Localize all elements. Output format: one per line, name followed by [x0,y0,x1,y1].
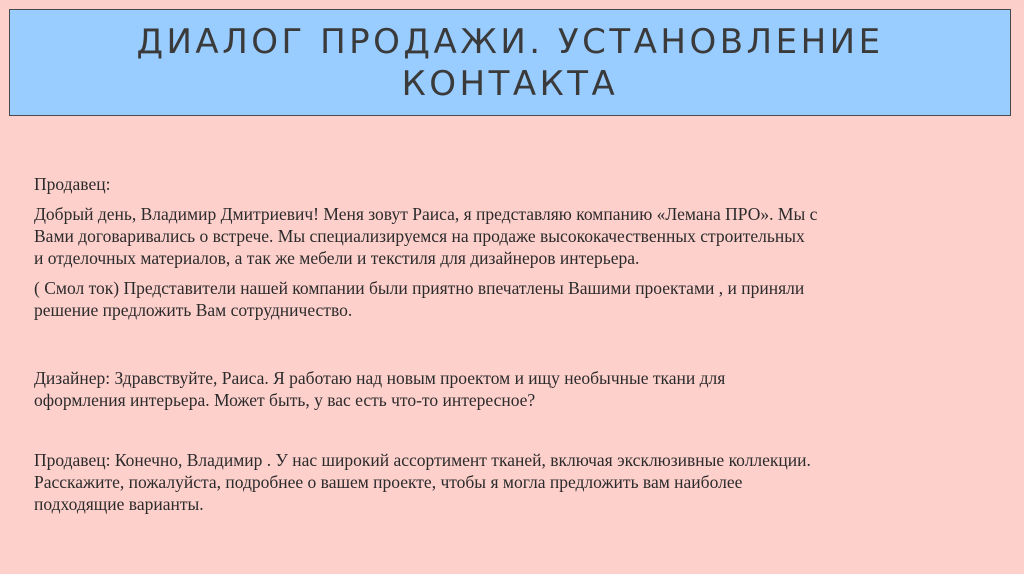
title-bar [9,9,1011,116]
text-line: подходящие варианты. [34,494,204,514]
spacer [34,329,994,367]
text-line: Продавец: Конечно, Владимир . У нас широкий ассортимент тканей, включая эксклюзивные коллекции. [34,450,811,470]
dialog-content [34,173,994,523]
text-line: и отделочных материалов, а так же мебели и текстиля для дизайнеров интерьера. [34,248,640,268]
paragraph-small-talk [34,277,994,321]
text-line: Вами договаривались о встрече. Мы специализируемся на продаже высококачественных строительных [34,226,805,246]
spacer [34,419,994,449]
text-line: оформления интерьера. Может быть, у вас есть что-то интересное? [34,390,536,410]
speaker-label: Продавец: [34,174,111,194]
text-line: решение предложить Вам сотрудничество. [34,300,353,320]
paragraph-designer-reply [34,367,994,411]
paragraph-seller-reply [34,449,994,515]
paragraph-greeting [34,203,994,269]
slide-title-line-2: КОНТАКТА [401,63,619,104]
text-line: ( Смол ток) Представители нашей компании были приятно впечатлены Вашими проектами , и приняли [34,278,805,298]
text-line: Добрый день, Владимир Дмитриевич! Меня зовут Раиса, я представляю компанию «Лемана ПРО». Мы с [34,204,818,224]
top-strip [0,0,1024,9]
slide-title-line-1: ДИАЛОГ ПРОДАЖИ. УСТАНОВЛЕНИЕ [136,21,884,62]
text-line: Дизайнер: Здравствуйте, Раиса. Я работаю над новым проектом и ищу необычные ткани для [34,368,726,388]
text-line: Расскажите, пожалуйста, подробнее о вашем проекте, чтобы я могла предложить вам наиболее [34,472,743,492]
